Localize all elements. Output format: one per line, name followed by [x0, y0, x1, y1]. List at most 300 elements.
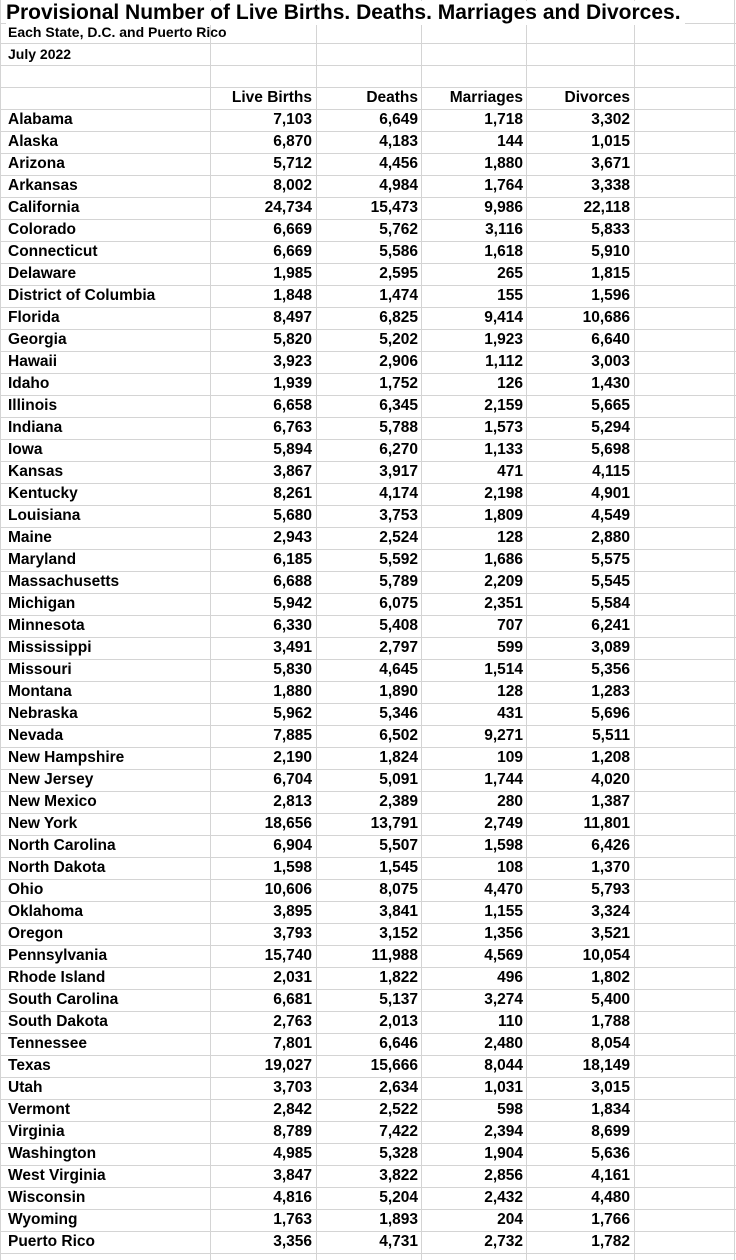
- births-cell[interactable]: 5,830: [273, 661, 312, 678]
- deaths-cell[interactable]: 5,586: [379, 243, 418, 260]
- births-cell[interactable]: 3,793: [273, 925, 312, 942]
- marriages-cell[interactable]: 1,809: [484, 507, 523, 524]
- table-row: [0, 307, 736, 329]
- deaths-cell[interactable]: 15,473: [370, 199, 418, 216]
- table-row: [0, 549, 736, 571]
- state-name-cell[interactable]: Virginia: [8, 1123, 65, 1140]
- state-name-cell[interactable]: Mississippi: [8, 639, 92, 656]
- births-cell[interactable]: 1,763: [273, 1211, 312, 1228]
- state-name-cell[interactable]: North Carolina: [8, 837, 116, 854]
- divorces-cell[interactable]: 1,015: [591, 133, 630, 150]
- divorces-cell[interactable]: 5,575: [591, 551, 630, 568]
- state-name-cell[interactable]: Maine: [8, 529, 52, 546]
- deaths-cell[interactable]: 2,524: [379, 529, 418, 546]
- marriages-cell[interactable]: 9,986: [484, 199, 523, 216]
- deaths-cell[interactable]: 5,137: [379, 991, 418, 1008]
- marriages-cell[interactable]: 3,116: [485, 221, 523, 238]
- state-name-cell[interactable]: South Dakota: [8, 1013, 108, 1030]
- deaths-cell[interactable]: 3,822: [379, 1167, 418, 1184]
- state-name-cell[interactable]: Ohio: [8, 881, 44, 898]
- table-row: [0, 593, 736, 615]
- divorces-cell[interactable]: 5,910: [591, 243, 630, 260]
- births-cell[interactable]: 1,985: [273, 265, 312, 282]
- deaths-cell[interactable]: 6,270: [379, 441, 418, 458]
- divorces-cell[interactable]: 22,118: [583, 199, 630, 216]
- births-cell[interactable]: 19,027: [264, 1057, 312, 1074]
- deaths-cell[interactable]: 3,841: [379, 903, 418, 920]
- divorces-cell[interactable]: 8,054: [591, 1035, 630, 1052]
- divorces-cell[interactable]: 10,686: [582, 309, 630, 326]
- state-name-cell[interactable]: Michigan: [8, 595, 76, 612]
- births-cell[interactable]: 6,904: [273, 837, 312, 854]
- divorces-cell[interactable]: 3,521: [591, 925, 630, 942]
- deaths-cell[interactable]: 1,824: [379, 749, 418, 766]
- divorces-cell[interactable]: 4,549: [591, 507, 630, 524]
- marriages-cell[interactable]: 1,112: [485, 353, 523, 370]
- state-name-cell[interactable]: Illinois: [8, 397, 58, 414]
- births-cell[interactable]: 2,190: [273, 749, 312, 766]
- deaths-cell[interactable]: 2,013: [379, 1013, 418, 1030]
- state-name-cell[interactable]: Tennessee: [8, 1035, 87, 1052]
- marriages-cell[interactable]: 431: [497, 705, 523, 722]
- marriages-cell[interactable]: 2,856: [484, 1167, 523, 1184]
- header-live-births[interactable]: Live Births: [231, 89, 312, 106]
- state-name-cell[interactable]: Puerto Rico: [8, 1233, 95, 1250]
- divorces-cell[interactable]: 8,699: [591, 1123, 630, 1140]
- table-row: [0, 153, 736, 175]
- deaths-cell[interactable]: 6,649: [379, 111, 418, 128]
- state-name-cell[interactable]: Rhode Island: [8, 969, 106, 986]
- deaths-cell[interactable]: 5,202: [379, 331, 418, 348]
- state-name-cell[interactable]: Kansas: [8, 463, 64, 480]
- divorces-cell[interactable]: 1,283: [591, 683, 630, 700]
- births-cell[interactable]: 4,985: [273, 1145, 312, 1162]
- marriages-cell[interactable]: 1,133: [484, 441, 523, 458]
- divorces-cell[interactable]: 4,161: [591, 1167, 630, 1184]
- marriages-cell[interactable]: 1,744: [484, 771, 523, 788]
- marriages-cell[interactable]: 471: [497, 463, 523, 480]
- state-name-cell[interactable]: Alaska: [8, 133, 58, 150]
- marriages-cell[interactable]: 598: [497, 1101, 523, 1118]
- births-cell[interactable]: 6,763: [273, 419, 312, 436]
- deaths-cell[interactable]: 1,893: [379, 1211, 418, 1228]
- deaths-cell[interactable]: 3,753: [379, 507, 418, 524]
- divorces-cell[interactable]: 5,584: [591, 595, 630, 612]
- deaths-cell[interactable]: 2,634: [379, 1079, 418, 1096]
- births-cell[interactable]: 8,002: [273, 177, 312, 194]
- deaths-cell[interactable]: 4,183: [379, 133, 418, 150]
- deaths-cell[interactable]: 7,422: [379, 1123, 418, 1140]
- table-row: [0, 703, 736, 725]
- births-cell[interactable]: 1,880: [273, 683, 312, 700]
- state-name-cell[interactable]: Indiana: [8, 419, 63, 436]
- divorces-cell[interactable]: 5,400: [591, 991, 630, 1008]
- table-row: [0, 461, 736, 483]
- divorces-cell[interactable]: 3,015: [591, 1079, 630, 1096]
- deaths-cell[interactable]: 2,389: [379, 793, 418, 810]
- marriages-cell[interactable]: 3,274: [484, 991, 523, 1008]
- header-deaths[interactable]: Deaths: [366, 89, 418, 106]
- births-cell[interactable]: 8,497: [273, 309, 312, 326]
- marriages-cell[interactable]: 8,044: [484, 1057, 523, 1074]
- births-cell[interactable]: 8,789: [273, 1123, 312, 1140]
- divorces-cell[interactable]: 6,426: [591, 837, 630, 854]
- births-cell[interactable]: 7,103: [273, 111, 312, 128]
- state-name-cell[interactable]: Georgia: [8, 331, 67, 348]
- state-name-cell[interactable]: Maryland: [8, 551, 77, 568]
- deaths-cell[interactable]: 6,502: [379, 727, 418, 744]
- state-name-cell[interactable]: Minnesota: [8, 617, 85, 634]
- deaths-cell[interactable]: 6,825: [379, 309, 418, 326]
- state-name-cell[interactable]: California: [8, 199, 80, 216]
- births-cell[interactable]: 3,895: [273, 903, 312, 920]
- state-name-cell[interactable]: Texas: [8, 1057, 51, 1074]
- state-name-cell[interactable]: Montana: [8, 683, 72, 700]
- deaths-cell[interactable]: 5,091: [379, 771, 418, 788]
- marriages-cell[interactable]: 1,514: [484, 661, 523, 678]
- births-cell[interactable]: 3,923: [273, 353, 312, 370]
- deaths-cell[interactable]: 1,545: [379, 859, 418, 876]
- deaths-cell[interactable]: 4,731: [379, 1233, 418, 1250]
- divorces-cell[interactable]: 4,020: [591, 771, 630, 788]
- divorces-cell[interactable]: 1,782: [591, 1233, 630, 1250]
- state-name-cell[interactable]: Wisconsin: [8, 1189, 86, 1206]
- marriages-cell[interactable]: 2,209: [484, 573, 523, 590]
- divorces-cell[interactable]: 5,696: [591, 705, 630, 722]
- births-cell[interactable]: 3,491: [273, 639, 312, 656]
- table-row: [0, 923, 736, 945]
- births-cell[interactable]: 15,740: [264, 947, 312, 964]
- deaths-cell[interactable]: 5,788: [379, 419, 418, 436]
- divorces-cell[interactable]: 5,833: [591, 221, 630, 238]
- births-cell[interactable]: 5,942: [273, 595, 312, 612]
- divorces-cell[interactable]: 18,149: [582, 1057, 630, 1074]
- table-row: [0, 725, 736, 747]
- divorces-cell[interactable]: 1,802: [591, 969, 630, 986]
- table-row: [0, 241, 736, 263]
- marriages-cell[interactable]: 1,573: [484, 419, 523, 436]
- table-row: [0, 813, 736, 835]
- table-row: [0, 1231, 736, 1253]
- divorces-cell[interactable]: 1,387: [591, 793, 630, 810]
- births-cell[interactable]: 10,606: [264, 881, 312, 898]
- state-name-cell[interactable]: Utah: [8, 1079, 43, 1096]
- marriages-cell[interactable]: 108: [497, 859, 523, 876]
- deaths-cell[interactable]: 5,789: [379, 573, 418, 590]
- divorces-cell[interactable]: 5,294: [591, 419, 630, 436]
- marriages-cell[interactable]: 1,598: [484, 837, 523, 854]
- births-cell[interactable]: 5,680: [273, 507, 312, 524]
- divorces-cell[interactable]: 2,880: [591, 529, 630, 546]
- divorces-cell[interactable]: 3,671: [591, 155, 630, 172]
- state-name-cell[interactable]: New York: [8, 815, 78, 832]
- divorces-cell[interactable]: 1,596: [591, 287, 630, 304]
- deaths-cell[interactable]: 5,507: [379, 837, 418, 854]
- divorces-cell[interactable]: 1,766: [591, 1211, 630, 1228]
- births-cell[interactable]: 6,185: [273, 551, 312, 568]
- divorces-cell[interactable]: 5,793: [591, 881, 630, 898]
- births-cell[interactable]: 3,703: [273, 1079, 312, 1096]
- births-cell[interactable]: 1,939: [273, 375, 312, 392]
- deaths-cell[interactable]: 4,456: [379, 155, 418, 172]
- state-name-cell[interactable]: Vermont: [8, 1101, 71, 1118]
- divorces-cell[interactable]: 5,356: [591, 661, 630, 678]
- table-row: [0, 835, 736, 857]
- deaths-cell[interactable]: 3,152: [379, 925, 418, 942]
- state-name-cell[interactable]: Iowa: [8, 441, 43, 458]
- deaths-cell[interactable]: 11,988: [371, 947, 418, 964]
- deaths-cell[interactable]: 15,666: [370, 1057, 418, 1074]
- deaths-cell[interactable]: 6,075: [379, 595, 418, 612]
- deaths-cell[interactable]: 6,345: [379, 397, 418, 414]
- deaths-cell[interactable]: 13,791: [370, 815, 418, 832]
- state-name-cell[interactable]: North Dakota: [8, 859, 106, 876]
- table-row: [0, 439, 736, 461]
- deaths-cell[interactable]: 8,075: [379, 881, 418, 898]
- marriages-cell[interactable]: 2,198: [484, 485, 523, 502]
- divorces-cell[interactable]: 1,430: [591, 375, 630, 392]
- births-cell[interactable]: 1,598: [273, 859, 312, 876]
- table-row: [0, 945, 736, 967]
- state-name-cell[interactable]: Pennsylvania: [8, 947, 108, 964]
- marriages-cell[interactable]: 2,159: [484, 397, 523, 414]
- births-cell[interactable]: 5,820: [273, 331, 312, 348]
- divorces-cell[interactable]: 5,665: [591, 397, 630, 414]
- state-name-cell[interactable]: Louisiana: [8, 507, 81, 524]
- births-cell[interactable]: 5,962: [273, 705, 312, 722]
- divorces-cell[interactable]: 5,636: [591, 1145, 630, 1162]
- divorces-cell[interactable]: 3,003: [591, 353, 630, 370]
- divorces-cell[interactable]: 10,054: [582, 947, 630, 964]
- marriages-cell[interactable]: 280: [497, 793, 523, 810]
- births-cell[interactable]: 6,658: [273, 397, 312, 414]
- marriages-cell[interactable]: 1,764: [484, 177, 523, 194]
- marriages-cell[interactable]: 144: [497, 133, 523, 150]
- state-name-cell[interactable]: Washington: [8, 1145, 97, 1162]
- table-row: [0, 527, 736, 549]
- table-row: [0, 505, 736, 527]
- marriages-cell[interactable]: 1,618: [484, 243, 523, 260]
- table-row: [0, 1187, 736, 1209]
- table-row: [0, 659, 736, 681]
- table-row: [0, 263, 736, 285]
- state-name-cell[interactable]: South Carolina: [8, 991, 119, 1008]
- marriages-cell[interactable]: 2,394: [484, 1123, 523, 1140]
- marriages-cell[interactable]: 2,732: [484, 1233, 523, 1250]
- gridline-horizontal: [0, 65, 736, 66]
- header-divorces[interactable]: Divorces: [564, 89, 630, 106]
- state-name-cell[interactable]: Missouri: [8, 661, 72, 678]
- table-row: [0, 197, 736, 219]
- divorces-cell[interactable]: 4,901: [591, 485, 630, 502]
- births-cell[interactable]: 3,867: [273, 463, 312, 480]
- marriages-cell[interactable]: 9,271: [484, 727, 523, 744]
- table-row: [0, 1011, 736, 1033]
- births-cell[interactable]: 5,712: [273, 155, 312, 172]
- births-cell[interactable]: 2,943: [273, 529, 312, 546]
- table-row: [0, 747, 736, 769]
- state-name-cell[interactable]: Wyoming: [8, 1211, 78, 1228]
- marriages-cell[interactable]: 204: [497, 1211, 523, 1228]
- marriages-cell[interactable]: 110: [497, 1013, 523, 1030]
- divorces-cell[interactable]: 1,788: [591, 1013, 630, 1030]
- births-cell[interactable]: 7,885: [273, 727, 312, 744]
- divorces-cell[interactable]: 5,545: [591, 573, 630, 590]
- marriages-cell[interactable]: 265: [497, 265, 523, 282]
- deaths-cell[interactable]: 1,890: [379, 683, 418, 700]
- divorces-cell[interactable]: 6,241: [591, 617, 630, 634]
- state-name-cell[interactable]: Arizona: [8, 155, 65, 172]
- marriages-cell[interactable]: 599: [497, 639, 523, 656]
- state-name-cell[interactable]: New Mexico: [8, 793, 97, 810]
- table-row: [0, 615, 736, 637]
- deaths-cell[interactable]: 4,174: [379, 485, 418, 502]
- divorces-cell[interactable]: 4,115: [592, 463, 630, 480]
- deaths-cell[interactable]: 2,522: [379, 1101, 418, 1118]
- divorces-cell[interactable]: 3,302: [591, 111, 630, 128]
- state-name-cell[interactable]: Oregon: [8, 925, 64, 942]
- births-cell[interactable]: 6,669: [273, 243, 312, 260]
- births-cell[interactable]: 6,669: [273, 221, 312, 238]
- births-cell[interactable]: 6,870: [273, 133, 312, 150]
- state-name-cell[interactable]: District of Columbia: [8, 287, 156, 304]
- state-name-cell[interactable]: Nevada: [8, 727, 64, 744]
- state-name-cell[interactable]: Connecticut: [8, 243, 98, 260]
- births-cell[interactable]: 6,688: [273, 573, 312, 590]
- state-name-cell[interactable]: Hawaii: [8, 353, 58, 370]
- deaths-cell[interactable]: 4,645: [379, 661, 418, 678]
- divorces-cell[interactable]: 1,834: [591, 1101, 630, 1118]
- state-name-cell[interactable]: Nebraska: [8, 705, 78, 722]
- marriages-cell[interactable]: 1,031: [484, 1079, 523, 1096]
- marriages-cell[interactable]: 128: [497, 683, 523, 700]
- births-cell[interactable]: 1,848: [273, 287, 312, 304]
- state-name-cell[interactable]: New Hampshire: [8, 749, 125, 766]
- deaths-cell[interactable]: 6,646: [379, 1035, 418, 1052]
- deaths-cell[interactable]: 1,752: [379, 375, 418, 392]
- births-cell[interactable]: 24,734: [264, 199, 312, 216]
- sheet-subtitle: Each State, D.C. and Puerto Rico: [8, 24, 227, 40]
- marriages-cell[interactable]: 707: [497, 617, 523, 634]
- table-row: [0, 879, 736, 901]
- deaths-cell[interactable]: 4,984: [379, 177, 418, 194]
- marriages-cell[interactable]: 2,480: [484, 1035, 523, 1052]
- deaths-cell[interactable]: 2,906: [379, 353, 418, 370]
- divorces-cell[interactable]: 1,370: [591, 859, 630, 876]
- deaths-cell[interactable]: 5,408: [379, 617, 418, 634]
- births-cell[interactable]: 6,330: [273, 617, 312, 634]
- table-row: [0, 967, 736, 989]
- deaths-cell[interactable]: 5,328: [379, 1145, 418, 1162]
- table-row: [0, 857, 736, 879]
- divorces-cell[interactable]: 3,089: [591, 639, 630, 656]
- divorces-cell[interactable]: 1,815: [591, 265, 630, 282]
- divorces-cell[interactable]: 6,640: [591, 331, 630, 348]
- deaths-cell[interactable]: 5,346: [379, 705, 418, 722]
- marriages-cell[interactable]: 109: [497, 749, 523, 766]
- deaths-cell[interactable]: 1,474: [379, 287, 418, 304]
- state-name-cell[interactable]: Massachusetts: [8, 573, 120, 590]
- marriages-cell[interactable]: 1,686: [484, 551, 523, 568]
- deaths-cell[interactable]: 2,797: [379, 639, 418, 656]
- divorces-cell[interactable]: 3,324: [591, 903, 630, 920]
- state-name-cell[interactable]: Delaware: [8, 265, 77, 282]
- marriages-cell[interactable]: 2,351: [484, 595, 523, 612]
- state-name-cell[interactable]: Colorado: [8, 221, 77, 238]
- divorces-cell[interactable]: 5,511: [592, 727, 630, 744]
- births-cell[interactable]: 8,261: [273, 485, 312, 502]
- divorces-cell[interactable]: 11,801: [583, 815, 630, 832]
- deaths-cell[interactable]: 3,917: [379, 463, 418, 480]
- marriages-cell[interactable]: 128: [497, 529, 523, 546]
- deaths-cell[interactable]: 5,592: [379, 551, 418, 568]
- divorces-cell[interactable]: 4,480: [591, 1189, 630, 1206]
- births-cell[interactable]: 3,847: [273, 1167, 312, 1184]
- table-row: [0, 571, 736, 593]
- deaths-cell[interactable]: 5,204: [379, 1189, 418, 1206]
- marriages-cell[interactable]: 155: [497, 287, 523, 304]
- births-cell[interactable]: 2,813: [273, 793, 312, 810]
- births-cell[interactable]: 18,656: [264, 815, 312, 832]
- table-row: [0, 1077, 736, 1099]
- marriages-cell[interactable]: 4,569: [484, 947, 523, 964]
- state-name-cell[interactable]: West Virginia: [8, 1167, 106, 1184]
- marriages-cell[interactable]: 2,749: [484, 815, 523, 832]
- state-name-cell[interactable]: Oklahoma: [8, 903, 83, 920]
- divorces-cell[interactable]: 3,338: [591, 177, 630, 194]
- divorces-cell[interactable]: 1,208: [591, 749, 630, 766]
- table-row: [0, 681, 736, 703]
- marriages-cell[interactable]: 1,923: [484, 331, 523, 348]
- births-cell[interactable]: 2,763: [273, 1013, 312, 1030]
- deaths-cell[interactable]: 5,762: [379, 221, 418, 238]
- births-cell[interactable]: 4,816: [273, 1189, 312, 1206]
- divorces-cell[interactable]: 5,698: [591, 441, 630, 458]
- deaths-cell[interactable]: 1,822: [379, 969, 418, 986]
- births-cell[interactable]: 2,031: [273, 969, 312, 986]
- marriages-cell[interactable]: 1,880: [484, 155, 523, 172]
- deaths-cell[interactable]: 2,595: [379, 265, 418, 282]
- marriages-cell[interactable]: 9,414: [484, 309, 523, 326]
- marriages-cell[interactable]: 1,718: [484, 111, 523, 128]
- table-row: [0, 417, 736, 439]
- births-cell[interactable]: 7,801: [273, 1035, 312, 1052]
- births-cell[interactable]: 6,681: [273, 991, 312, 1008]
- table-row: [0, 219, 736, 241]
- marriages-cell[interactable]: 4,470: [484, 881, 523, 898]
- births-cell[interactable]: 2,842: [273, 1101, 312, 1118]
- state-name-cell[interactable]: Idaho: [8, 375, 50, 392]
- marriages-cell[interactable]: 1,904: [484, 1145, 523, 1162]
- births-cell[interactable]: 6,704: [273, 771, 312, 788]
- table-row: [0, 1055, 736, 1077]
- marriages-cell[interactable]: 126: [497, 375, 523, 392]
- marriages-cell[interactable]: 2,432: [484, 1189, 523, 1206]
- marriages-cell[interactable]: 1,155: [484, 903, 523, 920]
- marriages-cell[interactable]: 496: [497, 969, 523, 986]
- table-row: [0, 373, 736, 395]
- state-name-cell[interactable]: Alabama: [8, 111, 73, 128]
- state-name-cell[interactable]: Florida: [8, 309, 60, 326]
- state-name-cell[interactable]: Kentucky: [8, 485, 78, 502]
- gridline-horizontal: [0, 1253, 736, 1254]
- births-cell[interactable]: 3,356: [273, 1233, 312, 1250]
- state-name-cell[interactable]: Arkansas: [8, 177, 78, 194]
- header-marriages[interactable]: Marriages: [449, 89, 523, 106]
- state-name-cell[interactable]: New Jersey: [8, 771, 94, 788]
- marriages-cell[interactable]: 1,356: [484, 925, 523, 942]
- births-cell[interactable]: 5,894: [273, 441, 312, 458]
